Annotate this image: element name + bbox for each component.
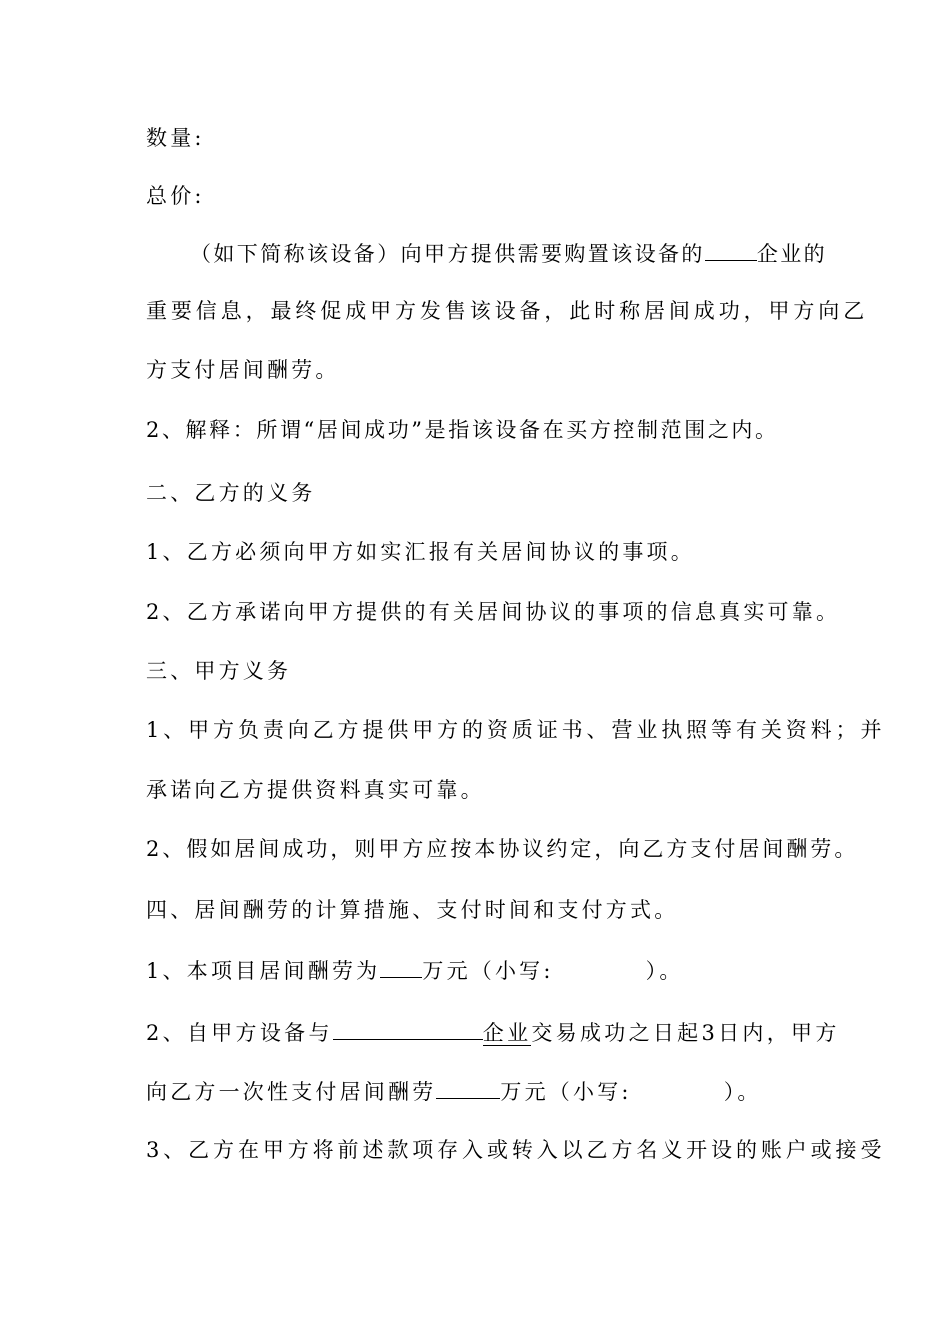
clause-line bbox=[146, 1076, 762, 1106]
clause-line: 1、甲方负责向乙方提供甲方的资质证书、营业执照等有关资料；并 bbox=[146, 718, 886, 742]
paragraph-line: 重要信息，最终促成甲方发售该设备，此时称居间成功，甲方向乙 bbox=[146, 299, 869, 323]
blank-field bbox=[380, 955, 422, 978]
clause-line: 2、假如居间成功，则甲方应按本协议约定，向乙方支付居间酬劳。 bbox=[146, 837, 859, 861]
text-segment: ）。 bbox=[645, 959, 684, 983]
clause-line bbox=[146, 1017, 840, 1047]
text-segment: 企业的 bbox=[756, 242, 828, 266]
text-segment: 1、本项目居间酬劳为 bbox=[146, 959, 381, 983]
text-segment: 万元（小写: bbox=[422, 959, 554, 983]
clause-line: 1、乙方必须向甲方如实汇报有关居间协议的事项。 bbox=[146, 540, 695, 564]
clause-line: 2、解释：所谓“居间成功”是指该设备在买方控制范围之内。 bbox=[146, 418, 779, 442]
text-segment: 交易成功之日起3日内，甲方 bbox=[531, 1021, 840, 1045]
paragraph-line bbox=[190, 238, 827, 268]
clause-line: 承诺向乙方提供资料真实可靠。 bbox=[146, 778, 485, 802]
blank-field bbox=[705, 238, 757, 261]
paragraph-line: 方支付居间酬劳。 bbox=[146, 358, 340, 382]
section-heading: 三、甲方义务 bbox=[146, 659, 292, 683]
quantity-label: 数量: bbox=[146, 126, 205, 150]
text-segment: 向乙方一次性支付居间酬劳 bbox=[146, 1080, 437, 1104]
text-segment: 万元（小写: bbox=[500, 1080, 632, 1104]
text-segment: 2、自甲方设备与 bbox=[146, 1021, 333, 1045]
clause-line: 3、乙方在甲方将前述款项存入或转入以乙方名义开设的账户或接受 bbox=[146, 1138, 886, 1162]
total-price-label: 总价: bbox=[146, 184, 205, 208]
section-heading: 二、乙方的义务 bbox=[146, 481, 316, 505]
text-segment: （如下简称该设备）向甲方提供需要购置该设备的 bbox=[190, 242, 705, 266]
clause-line bbox=[146, 955, 684, 985]
clause-line: 2、乙方承诺向甲方提供的有关居间协议的事项的信息真实可靠。 bbox=[146, 600, 841, 624]
underlined-text: 企业 bbox=[482, 1021, 532, 1045]
section-heading: 四、居间酬劳的计算措施、支付时间和支付方式。 bbox=[146, 898, 679, 922]
text-segment: ）。 bbox=[723, 1080, 762, 1104]
blank-field bbox=[436, 1076, 500, 1099]
blank-field bbox=[333, 1017, 483, 1040]
